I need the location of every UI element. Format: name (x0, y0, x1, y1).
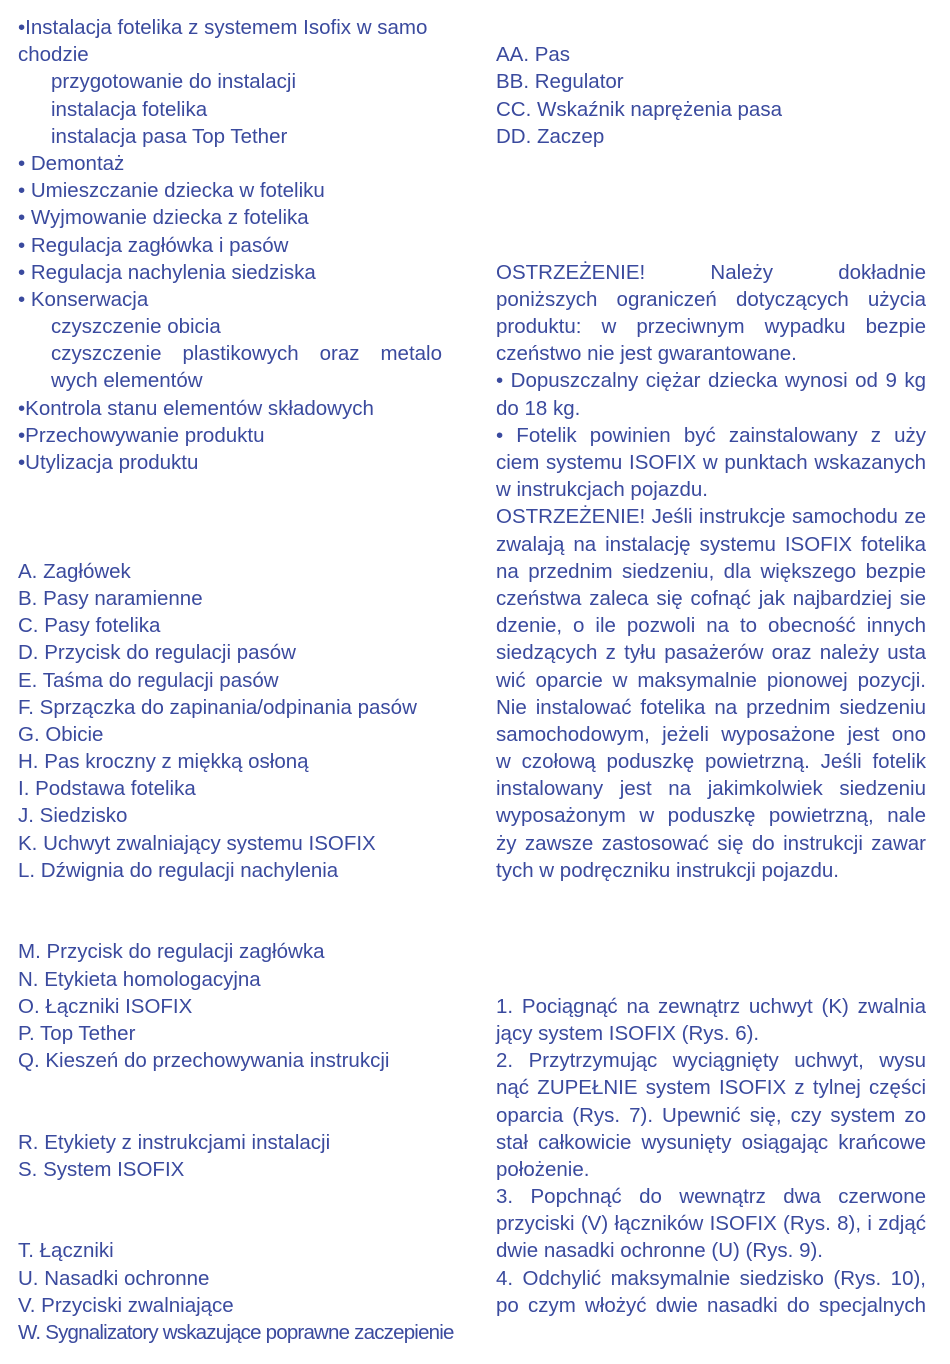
table-of-contents (18, 14, 442, 476)
paragraph-line: nąć ZUPEŁNIE system ISOFIX z tylnej części (496, 1076, 926, 1100)
paragraph-line: siedzących z tyłu pasażerów oraz należy usta (496, 641, 926, 665)
parts-list-item-w: W. Sygnalizatory wskazujące poprawne zaczepienie (18, 1321, 454, 1344)
parts-list-item: CC. Wskaźnik naprężenia pasa (496, 97, 782, 121)
paragraph-line: Nie instalować fotelika na przednim siedzeniu (496, 695, 926, 719)
paragraph-line: w czołową poduszkę powietrzną. Jeśli fotelik (496, 750, 926, 774)
paragraph-line: 4. Odchylić maksymalnie siedzisko (Rys. 10), (496, 1266, 926, 1290)
toc-item: czyszczenie plastikowych oraz metalo (51, 342, 442, 366)
parts-list-r-s (18, 1129, 442, 1183)
parts-list-item: B. Pasy naramienne (18, 586, 203, 610)
toc-item: chodzie (18, 43, 89, 67)
right-column (496, 14, 926, 1319)
paragraph-line: poniższych ograniczeń dotyczących użycia (496, 287, 926, 311)
paragraph-line: wyposażonym w poduszkę powietrzną, nale (496, 804, 926, 828)
toc-item: •Przechowywanie produktu (18, 423, 265, 447)
parts-list-item: E. Taśma do regulacji pasów (18, 668, 279, 692)
toc-item: instalacja pasa Top Tether (51, 124, 288, 148)
parts-list-item: D. Przycisk do regulacji pasów (18, 641, 296, 665)
paragraph-line: czeństwa zaleca się cofnąć jak najbardziej sie (496, 586, 926, 610)
paragraph-line: 3. Popchnąć do wewnątrz dwa czerwone (496, 1185, 926, 1209)
paragraph-line: na przednim siedzeniu, dla większego bezpie (496, 559, 926, 583)
parts-list-item: BB. Regulator (496, 70, 624, 94)
toc-item: • Demontaż (18, 151, 125, 175)
paragraph-line: czeństwo nie jest gwarantowane. (496, 342, 797, 366)
parts-list-item: V. Przyciski zwalniające (18, 1293, 234, 1317)
paragraph-line: OSTRZEŻENIE! Jeśli instrukcje samochodu ze (496, 505, 926, 529)
parts-list-item: R. Etykiety z instrukcjami instalacji (18, 1130, 331, 1154)
parts-list-item: O. Łączniki ISOFIX (18, 994, 193, 1018)
toc-item: •Kontrola stanu elementów składowych (18, 396, 374, 420)
paragraph-line: zwalają na instalację systemu ISOFIX fotelika (496, 532, 926, 556)
parts-list-item: L. Dźwignia do regulacji nachylenia (18, 858, 339, 882)
parts-list-item: C. Pasy fotelika (18, 614, 161, 638)
installation-steps (496, 993, 926, 1319)
parts-list-item: K. Uchwyt zwalniający systemu ISOFIX (18, 831, 376, 855)
parts-list-item: S. System ISOFIX (18, 1157, 185, 1181)
parts-list-item: DD. Zaczep (496, 124, 605, 148)
paragraph-line: • Dopuszczalny ciężar dziecka wynosi od 9 kg (496, 369, 926, 393)
parts-list-item: T. Łączniki (18, 1239, 114, 1263)
paragraph-line: jący system ISOFIX (Rys. 6). (496, 1021, 760, 1045)
paragraph-line: produktu: w przeciwnym wypadku bezpie (496, 315, 926, 339)
paragraph-line: oparcia (Rys. 7). Upewnić się, czy system zo (496, 1103, 926, 1127)
paragraph-line: ciem systemu ISOFIX w punktach wskazanych (496, 451, 926, 474)
paragraph-line: w instrukcjach pojazdu. (496, 478, 708, 502)
paragraph-line: 2. Przytrzymując wyciągnięty uchwyt, wysu (496, 1049, 926, 1073)
parts-list-item: F. Sprzączka do zapinania/odpinania pasów (18, 695, 417, 719)
paragraph-line: przyciski (V) łączników ISOFIX (Rys. 8), i zdjąć (496, 1212, 926, 1236)
toc-item: • Umieszczanie dziecka w foteliku (18, 179, 325, 203)
parts-list-item: J. Siedzisko (18, 804, 128, 828)
paragraph-line: wić oparcie w maksymalnie pionowej pozycji. (496, 668, 926, 692)
paragraph-line: dzenie, o ile pozwoli na to obecność innych (496, 614, 926, 638)
parts-list-item: Q. Kieszeń do przechowywania instrukcji (18, 1049, 390, 1073)
toc-item: wych elementów (51, 369, 203, 393)
parts-list-a-l (18, 558, 442, 884)
paragraph-line: do 18 kg. (496, 396, 581, 420)
warning-section (496, 259, 926, 884)
parts-list-item: I. Podstawa fotelika (18, 777, 196, 801)
parts-list-t-v (18, 1237, 442, 1319)
parts-list-item: A. Zagłówek (18, 559, 131, 583)
left-column (18, 14, 454, 1346)
paragraph-line: • Fotelik powinien być zainstalowany z uży (496, 423, 926, 447)
toc-item: przygotowanie do instalacji (51, 70, 296, 94)
paragraph-line: tych w podręczniku instrukcji pojazdu. (496, 858, 839, 882)
paragraph-line: samochodowym, jeżeli wyposażone jest ono (496, 722, 926, 746)
parts-list-item: U. Nasadki ochronne (18, 1266, 210, 1290)
parts-list-item: G. Obicie (18, 722, 104, 746)
parts-list-item: N. Etykieta homologacyjna (18, 967, 261, 991)
toc-item: • Konserwacja (18, 287, 149, 311)
paragraph-line: 1. Pociągnąć na zewnątrz uchwyt (K) zwalnia (496, 994, 926, 1018)
paragraph-line: po czym włożyć dwie nasadki do specjalnych (496, 1293, 926, 1317)
parts-list-item: P. Top Tether (18, 1021, 136, 1045)
parts-list-item: H. Pas kroczny z miękką osłoną (18, 750, 309, 774)
toc-item: • Wyjmowanie dziecka z fotelika (18, 206, 309, 230)
paragraph-line: dwie nasadki ochronne (U) (Rys. 9). (496, 1239, 823, 1263)
parts-list-item: AA. Pas (496, 43, 571, 67)
parts-list-item: M. Przycisk do regulacji zagłówka (18, 940, 325, 964)
toc-item: • Regulacja nachylenia siedziska (18, 260, 316, 284)
paragraph-line: instalowany jest na jakimkolwiek siedzeniu (496, 777, 926, 801)
paragraph-line: OSTRZEŻENIE! Należy dokładnie (496, 260, 926, 284)
paragraph-line: położenie. (496, 1157, 590, 1181)
parts-list-aa-dd (496, 41, 926, 150)
toc-item: instalacja fotelika (51, 97, 208, 121)
parts-list-m-q (18, 938, 442, 1074)
paragraph-line: stał całkowicie wysunięty osiągając krańcowe (496, 1130, 926, 1154)
paragraph-line: ży zawsze zastosować się do instrukcji zawar (496, 831, 926, 855)
toc-item: czyszczenie obicia (51, 315, 221, 339)
toc-item: •Instalacja fotelika z systemem Isofix w samo (18, 16, 428, 39)
toc-item: • Regulacja zagłówka i pasów (18, 233, 289, 257)
toc-item: •Utylizacja produktu (18, 451, 199, 474)
